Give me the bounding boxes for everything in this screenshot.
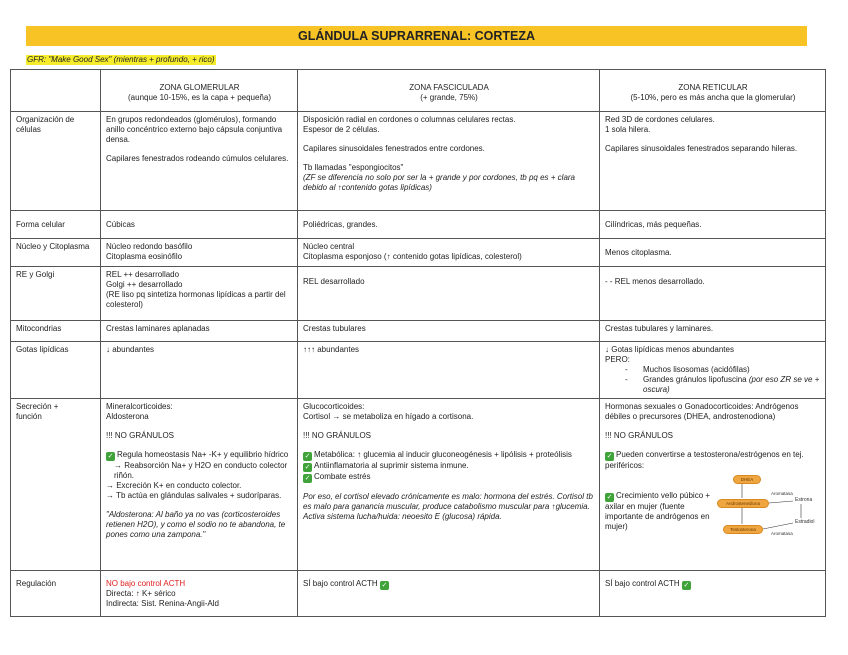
table-row: [11, 399, 826, 571]
cell-text: → Reabsorción Na+ y H2O en conducto colector riñón.: [114, 461, 288, 480]
cell-fasciculada: [298, 112, 600, 211]
cell-glomerular: [101, 399, 298, 571]
check-icon: ✓: [304, 475, 311, 482]
aromatasa-label: Aromatasa: [771, 531, 793, 536]
mnemonic-note: GFR: "Make Good Sex" (mientras + profundo, + rico): [27, 55, 215, 64]
cell-reticular: - - REL menos desarrollado.: [600, 267, 826, 321]
check-item: ✓ Crecimiento vello púbico + axilar en mujer (fuente importante de andrógenos en mujer): [605, 491, 711, 531]
cell-glomerular: Crestas laminares aplanadas: [101, 321, 298, 342]
list-item: - Muchos lisosomas (acidófilas): [643, 365, 821, 375]
no-granules-note: !!! NO GRÁNULOS: [303, 431, 372, 440]
cell-text: SÍ bajo control ACTH: [605, 579, 680, 588]
cell-text: → Excreción K+ en conducto colector.: [106, 481, 242, 490]
check-icon: ✓: [606, 494, 613, 501]
table-row: [11, 321, 826, 342]
check-item: ✓ Antiinflamatoria al suprimir sistema inmune.: [304, 461, 469, 471]
cell-text: Citoplasma esponjoso (↑ contenido gotas lipídicas, colesterol): [303, 252, 522, 261]
cortisol-note: Por eso, el cortisol elevado crónicamente es malo: hormona del estrés. Cortisol tb es malo para ganancia muscular, produce catabolismo muscular para ↑glucemia. Activa sistema lucha/huida: neoesito E (glucosa) rápida.: [303, 492, 593, 521]
cell-text: Capilares sinusoidales fenestrados separando hileras.: [605, 144, 798, 153]
cell-text: 1 sola hilera.: [605, 125, 651, 134]
check-icon: ✓: [381, 582, 388, 589]
steroid-conversion-diagram: [713, 473, 821, 541]
row-label: Gotas lipídicas: [11, 342, 101, 399]
row-label: Regulación: [11, 571, 101, 617]
header-reticular: [600, 70, 826, 112]
zone-name: ZONA FASCICULADA: [409, 82, 489, 92]
check-icon: ✓: [683, 582, 690, 589]
row-label: Organización de células: [11, 112, 101, 211]
cell-reticular: Menos citoplasma.: [600, 239, 826, 267]
table-row: [11, 112, 826, 211]
androstenediona-node: Androstenediona: [717, 499, 769, 508]
page-title: GLÁNDULA SUPRARRENAL: CORTEZA: [26, 26, 807, 46]
check-item: ✓ Metabólica: ↑ glucemia al inducir gluconeogénesis + lipólisis + proteólisis: [304, 450, 572, 460]
no-granules-note: !!! NO GRÁNULOS: [106, 431, 175, 440]
cell-text: Citoplasma eosinófilo: [106, 252, 183, 261]
cell-reticular: Cilíndricas, más pequeñas.: [600, 211, 826, 239]
zone-sub: (aunque 10-15%, es la capa + pequeña): [128, 92, 271, 102]
mnemonic-quote: "Aldosterona: Al baño ya no vas (corticosteroides retienen H2O), y como el sodio no te abandona, te pones como una zampona.": [106, 510, 286, 539]
list-item-text: Grandes gránulos lipofuscina: [643, 375, 747, 384]
table-row: [11, 267, 826, 321]
cell-text: PERO:: [605, 355, 630, 364]
cell-text: Glucocorticoides:: [303, 402, 365, 411]
cell-reticular: [600, 571, 826, 617]
cell-reticular: [600, 342, 826, 399]
cell-text: ↓ Gotas lipídicas menos abundantes: [605, 345, 734, 354]
testosterona-node: Testosterona: [723, 525, 763, 534]
table-row: [11, 571, 826, 617]
row-label: Mitocondrias: [11, 321, 101, 342]
comparison-table: [10, 69, 826, 617]
zone-sub: (+ grande, 75%): [420, 92, 478, 102]
cell-glomerular: [101, 571, 298, 617]
list-item-note: (por eso ZR se ve + oscura): [643, 375, 820, 394]
cell-text: SÍ bajo control ACTH: [303, 579, 378, 588]
cell-text: Núcleo redondo basófilo: [106, 242, 193, 251]
cell-fasciculada: REL desarrollado: [298, 267, 600, 321]
no-granules-note: !!! NO GRÁNULOS: [605, 431, 674, 440]
estrona-label: Estrona: [795, 497, 813, 503]
cell-text: Aldosterona: [106, 412, 149, 421]
cell-text: REL ++ desarrollado: [106, 270, 180, 279]
cell-text: → Tb actúa en glándulas salivales + sudoríparas.: [106, 491, 282, 500]
cell-reticular: Crestas tubulares y laminares.: [600, 321, 826, 342]
cell-reticular: [600, 112, 826, 211]
cell-text: Hormonas sexuales o Gonadocorticoides: Andrógenos débiles o precursores (DHEA, androstenodiona): [605, 402, 799, 421]
header-fasciculada: [298, 70, 600, 112]
row-label: Forma celular: [11, 211, 101, 239]
cell-glomerular: [101, 112, 298, 211]
dhea-node: DHEA: [733, 475, 761, 484]
cell-text: Espesor de 2 células.: [303, 125, 380, 134]
cell-glomerular: Cúbicas: [101, 211, 298, 239]
table-row: [11, 342, 826, 399]
estradiol-label: Estradiol: [795, 519, 815, 525]
cell-fasciculada: [298, 399, 600, 571]
table-row: [11, 211, 826, 239]
check-item: ✓ Pueden convertirse a testosterona/estrógenos en tej. periféricos:: [605, 450, 804, 470]
cell-text: Núcleo central: [303, 242, 355, 251]
cell-text: Disposición radial en cordones o columnas celulares rectas.: [303, 115, 516, 124]
cell-fasciculada: ↑↑↑ abundantes: [298, 342, 600, 399]
cell-glomerular: [101, 239, 298, 267]
cell-glomerular: ↓ abundantes: [101, 342, 298, 399]
check-icon: ✓: [107, 453, 114, 460]
cell-text: Tb llamadas "espongiocitos": [303, 163, 404, 172]
row-label: RE y Golgi: [11, 267, 101, 321]
check-icon: ✓: [606, 453, 613, 460]
header-empty-cell: [11, 70, 101, 112]
conversion-arrows: [713, 473, 823, 541]
cell-text: (RE liso pq sintetiza hormonas lipídicas a partir del colesterol): [106, 290, 286, 309]
check-icon: ✓: [304, 453, 311, 460]
cell-fasciculada: [298, 571, 600, 617]
cell-text: (ZF se diferencia no solo por ser la + grande y por cordones, tb pq es + clara debido al ↑contenido gotas lipídicas): [303, 173, 575, 192]
lipid-list: [605, 365, 821, 395]
cell-text: Capilares fenestrados rodeando cúmulos celulares.: [106, 154, 289, 163]
cell-text: Capilares sinusoidales fenestrados entre cordones.: [303, 144, 485, 153]
row-label: Núcleo y Citoplasma: [11, 239, 101, 267]
cell-text: Golgi ++ desarrollado: [106, 280, 183, 289]
cell-fasciculada: Crestas tubulares: [298, 321, 600, 342]
table-row: [11, 239, 826, 267]
cell-text: Indirecta: Sist. Renina-Angii-Ald: [106, 599, 219, 608]
cell-text: NO bajo control ACTH: [106, 579, 186, 588]
header-row: [11, 70, 826, 112]
list-item: [643, 375, 821, 395]
check-item: ✓ Combate estrés: [304, 472, 371, 482]
cell-text: Cortisol → se metaboliza en hígado a cortisona.: [303, 412, 474, 421]
cell-text: Directa: ↑ K+ sérico: [106, 589, 176, 598]
cell-text: Mineralcorticoides:: [106, 402, 173, 411]
row-label: [11, 399, 101, 571]
header-glomerular: [101, 70, 298, 112]
cell-text: En grupos redondeados (glomérulos), formando anillo concéntrico externo bajo cápsula conjuntiva densa.: [106, 115, 283, 144]
cell-glomerular: [101, 267, 298, 321]
row-label-text: Secreción + función: [16, 402, 59, 421]
zone-sub: (5-10%, pero es más ancha que la glomerular): [630, 92, 796, 102]
check-icon: ✓: [304, 464, 311, 471]
zone-name: ZONA RETICULAR: [678, 82, 748, 92]
cell-text: Red 3D de cordones celulares.: [605, 115, 715, 124]
cell-fasciculada: [298, 239, 600, 267]
check-item: ✓ Regula homeostasis Na+ -K+ y equilibrio hídrico: [107, 450, 289, 460]
zone-name: ZONA GLOMERULAR: [159, 82, 240, 92]
cell-reticular: [600, 399, 826, 571]
aromatasa-label: Aromatasa: [771, 491, 793, 496]
cell-fasciculada: Poliédricas, grandes.: [298, 211, 600, 239]
